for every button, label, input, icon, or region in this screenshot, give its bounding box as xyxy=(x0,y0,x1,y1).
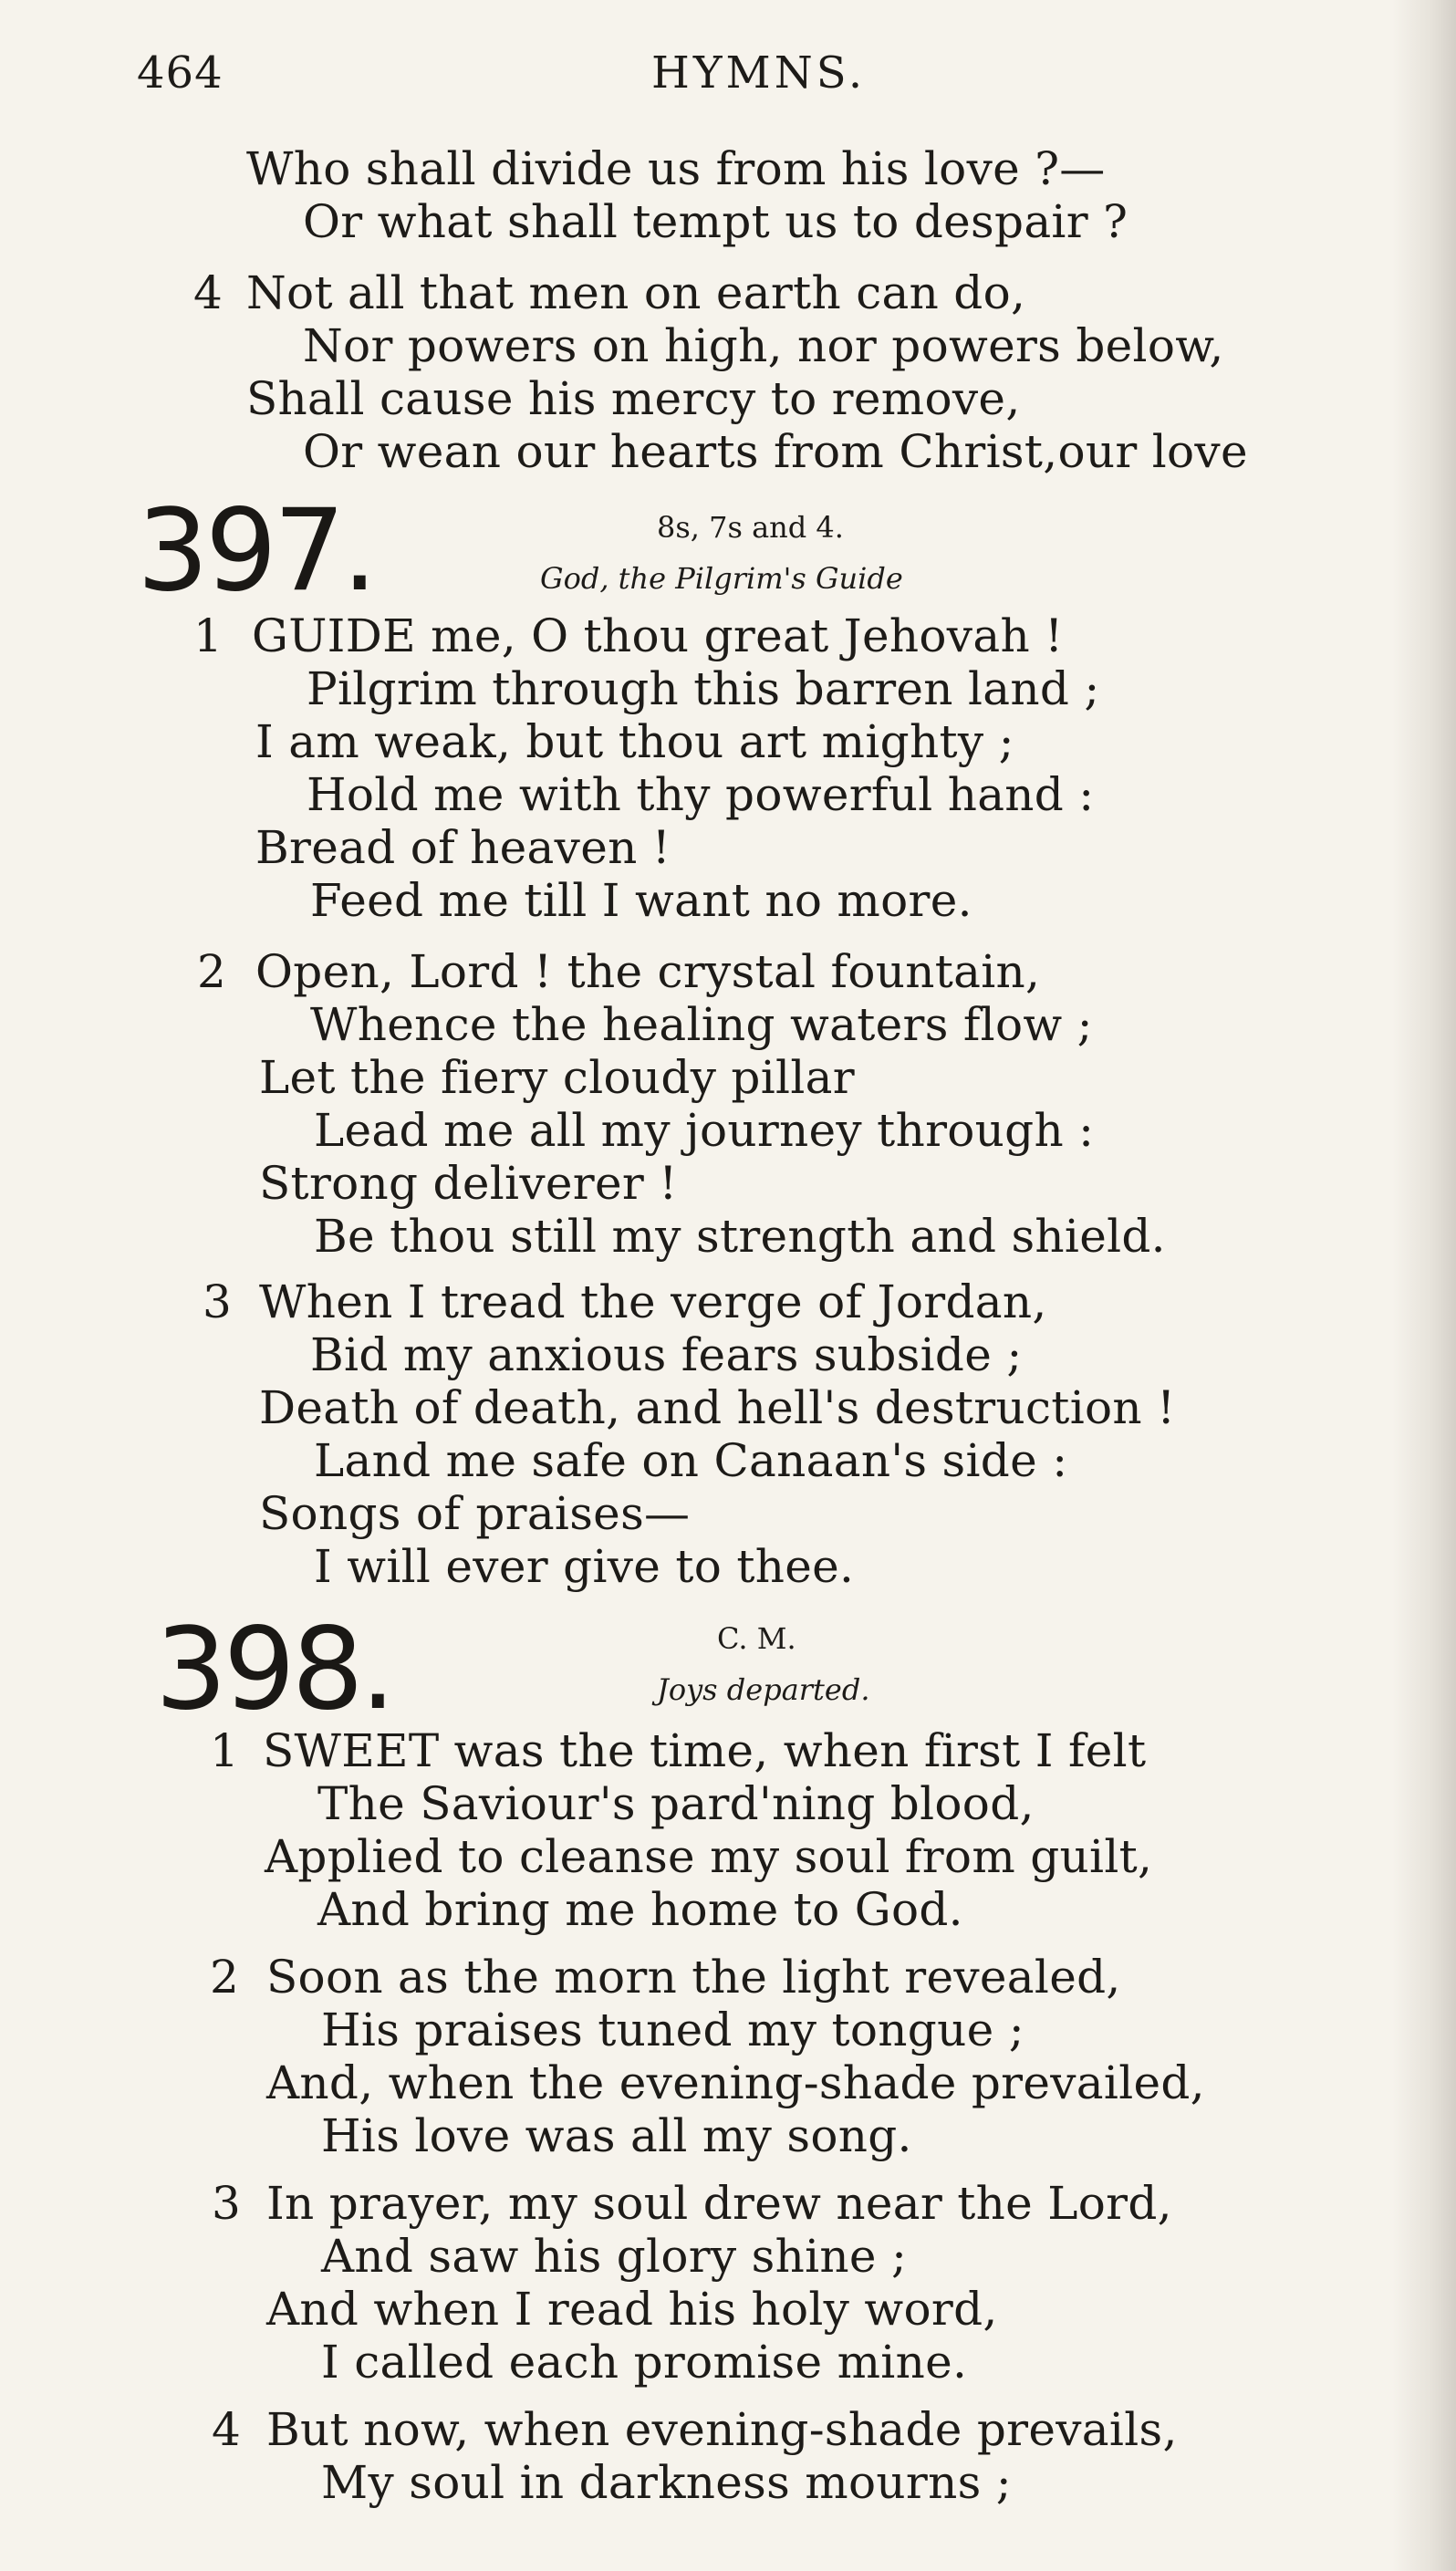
hymn-line: I am weak, but thou art mighty ; xyxy=(255,715,1014,768)
hymn-line: Feed me till I want no more. xyxy=(310,874,972,927)
hymn-line: Lead me all my journey through : xyxy=(314,1104,1095,1157)
hymn-number: 397. xyxy=(137,485,375,617)
hymn-line: Bread of heaven ! xyxy=(255,821,671,874)
hymn-line: Nor powers on high, nor powers below, xyxy=(303,319,1224,372)
verse-number: 1 xyxy=(193,609,223,662)
hymn-line: I will ever give to thee. xyxy=(314,1540,855,1593)
hymn-line: And when I read his holy word, xyxy=(266,2283,998,2336)
hymn-title: God, the Pilgrim's Guide xyxy=(540,561,903,596)
hymn-line: I called each promise mine. xyxy=(321,2336,968,2389)
verse-number: 4 xyxy=(212,2403,241,2456)
page-edge-shadow xyxy=(1392,0,1456,2571)
verse-number: 1 xyxy=(210,1724,239,1777)
verse-number: 3 xyxy=(212,2177,241,2230)
hymn-line: Strong deliverer ! xyxy=(259,1157,678,1210)
hymn-line: When I tread the verge of Jordan, xyxy=(259,1275,1047,1328)
verse-number: 2 xyxy=(197,945,226,998)
hymn-line: Bid my anxious fears subside ; xyxy=(310,1328,1023,1381)
hymn-line: My soul in darkness mourns ; xyxy=(321,2456,1012,2509)
hymn-line: Soon as the morn the light revealed, xyxy=(266,1951,1121,2004)
hymn-title: Joys departed. xyxy=(657,1672,870,1707)
hymn-line: GUIDE me, O thou great Jehovah ! xyxy=(252,609,1064,662)
hymn-line: Land me safe on Canaan's side : xyxy=(314,1434,1068,1487)
hymn-line: And saw his glory shine ; xyxy=(321,2230,908,2283)
verse-number: 2 xyxy=(210,1951,239,2004)
hymn-line: Hold me with thy powerful hand : xyxy=(307,768,1095,821)
hymn-line: His praises tuned my tongue ; xyxy=(321,2004,1024,2056)
hymn-line: Or what shall tempt us to despair ? xyxy=(303,195,1128,248)
hymn-line: But now, when evening-shade prevails, xyxy=(266,2403,1178,2456)
hymn-line: Who shall divide us from his love ?— xyxy=(246,142,1106,195)
hymn-line: SWEET was the time, when first I felt xyxy=(263,1724,1147,1777)
hymn-line: Let the fiery cloudy pillar xyxy=(259,1051,855,1104)
hymn-line: The Saviour's pard'ning blood, xyxy=(317,1777,1035,1830)
hymn-number: 398. xyxy=(155,1604,393,1735)
verse-number: 3 xyxy=(203,1275,232,1328)
hymn-line: Open, Lord ! the crystal fountain, xyxy=(255,945,1041,998)
hymn-line: His love was all my song. xyxy=(321,2109,912,2162)
hymn-meter: C. M. xyxy=(717,1621,796,1656)
hymn-line: Or wean our hearts from Christ,our love xyxy=(303,425,1248,478)
hymn-line: Applied to cleanse my soul from guilt, xyxy=(265,1830,1153,1883)
hymn-line: Shall cause his mercy to remove, xyxy=(246,372,1021,425)
running-head: HYMNS. xyxy=(651,47,867,99)
hymn-line: Be thou still my strength and shield. xyxy=(314,1210,1166,1263)
page-header xyxy=(0,47,1456,111)
hymn-line: In prayer, my soul drew near the Lord, xyxy=(266,2177,1172,2230)
verse-number: 4 xyxy=(193,266,223,319)
hymn-meter: 8s, 7s and 4. xyxy=(657,510,844,545)
hymn-line: Whence the healing waters flow ; xyxy=(310,998,1093,1051)
hymn-line: Not all that men on earth can do, xyxy=(246,266,1026,319)
hymn-line: Death of death, and hell's destruction ! xyxy=(259,1381,1176,1434)
page-number: 464 xyxy=(137,47,224,99)
hymn-line: And, when the evening-shade prevailed, xyxy=(266,2056,1205,2109)
hymn-line: Pilgrim through this barren land ; xyxy=(307,662,1100,715)
hymn-line: Songs of praises— xyxy=(259,1487,691,1540)
hymn-line: And bring me home to God. xyxy=(317,1883,963,1936)
